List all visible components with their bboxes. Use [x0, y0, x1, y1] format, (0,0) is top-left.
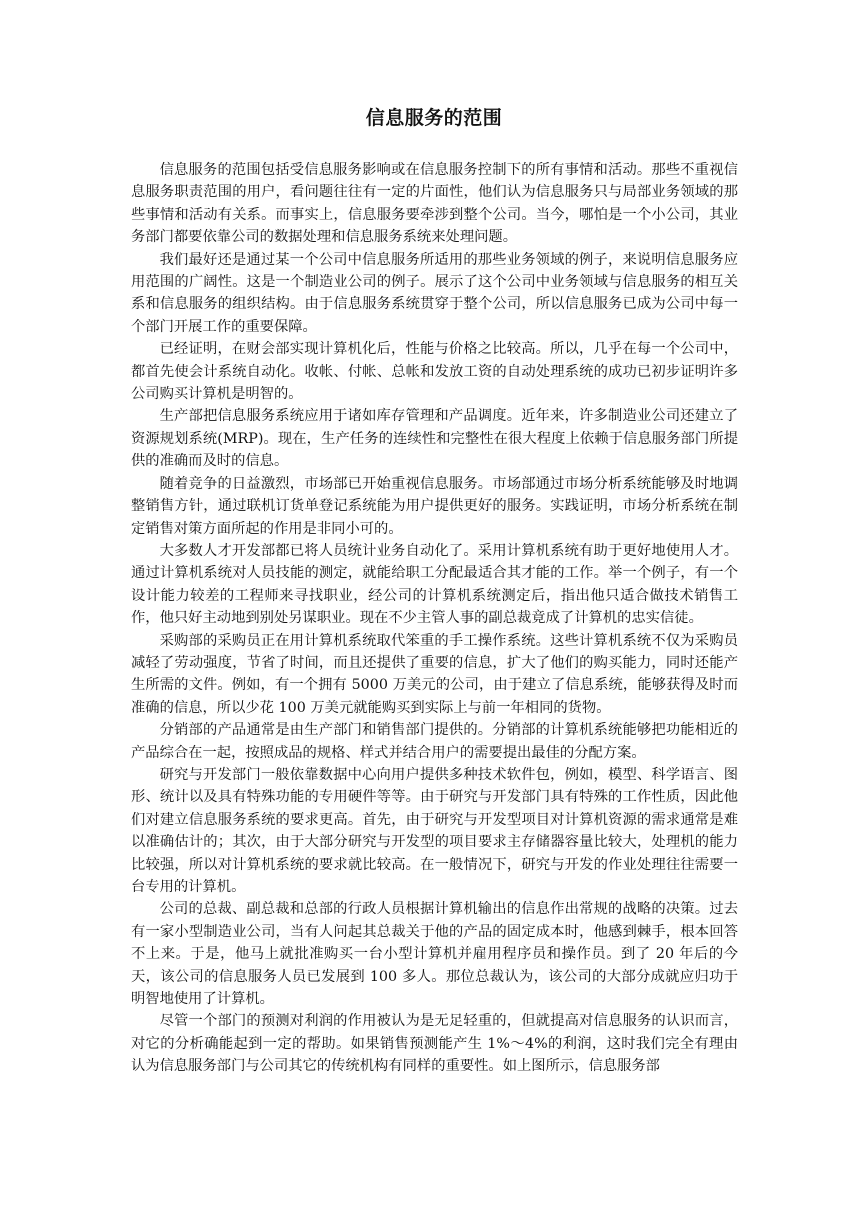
document-body — [131, 159, 738, 1078]
paragraph-1: 信息服务的范围包括受信息服务影响或在信息服务控制下的所有事情和活动。那些不重视信息服务职责范围的用户，看问题往往有一定的片面性，他们认为信息服务只与局部业务领域的那些事情和活动有关系。而事实上，信息服务要牵涉到整个公司。当今，哪怕是一个小公司，其业务部门都要依靠公司的数据处理和信息服务系统来处理问题。 — [131, 162, 738, 246]
paragraph-9: 研究与开发部门一般依靠数据中心向用户提供多种技术软件包，例如，模型、科学语言、图形、统计以及具有特殊功能的专用硬件等等。由于研究与开发部门具有特殊的工作性质，因此他们对建立信息服务系统的要求更高。首先，由于研究与开发型项目对计算机资源的需求通常是难以准确估计的；其次，由于大部分研究与开发型的项目要求主存储器容量比较大，处理机的能力比较强，所以对计算机系统的要求就比较高。在一般情况下，研究与开发的作业处理往往需要一台专用的计算机。 — [131, 766, 738, 895]
paragraph-3: 已经证明，在财会部实现计算机化后，性能与价格之比较高。所以，几乎在每一个公司中，都首先使会计系统自动化。收帐、付帐、总帐和发放工资的自动处理系统的成功已初步证明许多公司购买计算机是明智的。 — [131, 341, 738, 403]
paragraph-4: 生产部把信息服务系统应用于诸如库存管理和产品调度。近年来，许多制造业公司还建立了资源规划系统(MRP)。现在，生产任务的连续性和完整性在很大程度上依赖于信息服务部门所提供的准确而及时的信息。 — [131, 408, 738, 470]
paragraph-10: 公司的总裁、副总裁和总部的行政人员根据计算机输出的信息作出常规的战略的决策。过去有一家小型制造业公司，当有人问起其总裁关于他的产品的固定成本时，他感到棘手，根本回答不上来。于是，他马上就批准购买一台小型计算机并雇用程序员和操作员。到了 20 年后的今天，该公司的信息服务人员已发展到 100 多人。那位总裁认为，该公司的大部分成就应归功于明智地使用了计算机。 — [131, 901, 738, 1008]
paragraph-7: 采购部的采购员正在用计算机系统取代笨重的手工操作系统。这些计算机系统不仅为采购员减轻了劳动强度，节省了时间，而且还提供了重要的信息，扩大了他们的购买能力，同时还能产生所需的文件。例如，有一个拥有 5000 万美元的公司，由于建立了信息系统，能够获得及时而准确的信息，所以少花 100 万美元就能购买到实际上与前一年相同的货物。 — [131, 632, 738, 716]
paragraph-2: 我们最好还是通过某一个公司中信息服务所适用的那些业务领域的例子，来说明信息服务应用范围的广阔性。这是一个制造业公司的例子。展示了这个公司中业务领域与信息服务的相互关系和信息服务的组织结构。由于信息服务系统贯穿于整个公司，所以信息服务已成为公司中每一个部门开展工作的重要保障。 — [131, 251, 738, 335]
paragraph-11: 尽管一个部门的预测对利润的作用被认为是无足轻重的，但就提高对信息服务的认识而言，对它的分析确能起到一定的帮助。如果销售预测能产生 1%～4%的利润，这时我们完全有理由认为信息服务部门与公司其它的传统机构有同样的重要性。如上图所示，信息服务部 — [131, 1013, 738, 1075]
paragraph-8: 分销部的产品通常是由生产部门和销售部门提供的。分销部的计算机系统能够把功能相近的产品综合在一起，按照成品的规格、样式并结合用户的需要提出最佳的分配方案。 — [131, 722, 738, 761]
paragraph-6: 大多数人才开发部都已将人员统计业务自动化了。采用计算机系统有助于更好地使用人才。通过计算机系统对人员技能的测定，就能给职工分配最适合其才能的工作。举一个例子，有一个设计能力较差的工程师来寻找职业，经公司的计算机系统测定后，指出他只适合做技术销售工作，他只好主动地到别处另谋职业。现在不少主管人事的副总裁竟成了计算机的忠实信徒。 — [131, 542, 738, 627]
document-title: 信息服务的范围 — [365, 107, 503, 129]
paragraph-5: 随着竞争的日益激烈，市场部已开始重视信息服务。市场部通过市场分析系统能够及时地调整销售方针，通过联机订货单登记系统能为用户提供更好的服务。实践证明，市场分析系统在制定销售对策方面所起的作用是非同小可的。 — [131, 475, 738, 537]
